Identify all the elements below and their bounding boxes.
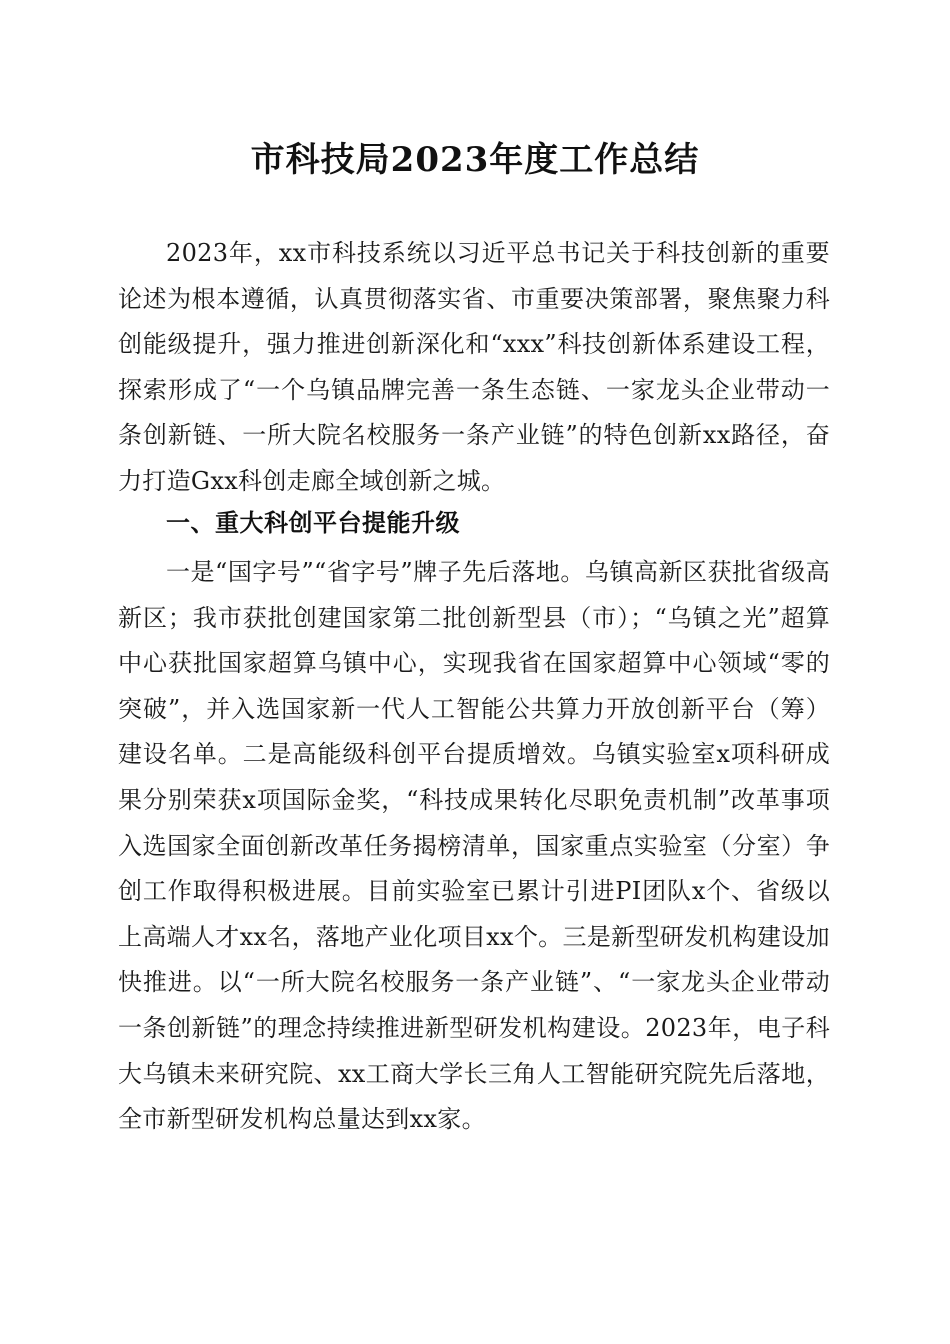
document-title: 市科技局2023年度工作总结 [250,140,700,180]
section-heading-1: 一、重大科创平台提能升级 [166,509,460,537]
intro-paragraph: 2023年，xx市科技系统以习近平总书记关于科技创新的重要论述为根本遵循，认真贯彻落实省、市重要决策部署，聚焦聚力科创能级提升，强力推进创新深化和“xxx”科技创新体系建设工程，探索形成了“一个乌镇品牌完善一条生态链、一家龙头企业带动一条创新链、一所大院名校服务一条产业链”的特色创新xx路径，奋力打造Gxx科创走廊全域创新之城。 [118,239,830,495]
section-1-paragraph: 一是“国字号”“省字号”牌子先后落地。乌镇高新区获批省级高新区；我市获批创建国家第二批创新型县（市）；“乌镇之光”超算中心获批国家超算乌镇中心，实现我省在国家超算中心领域“零的突破”，并入选国家新一代人工智能公共算力开放创新平台（筹）建设名单。二是高能级科创平台提质增效。乌镇实验室x项科研成果分别荣获x项国际金奖，“科技成果转化尽职免责机制”改革事项入选国家全面创新改革任务揭榜清单，国家重点实验室（分室）争创工作取得积极进展。目前实验室已累计引进PI团队x个、省级以上高端人才xx名，落地产业化项目xx个。三是新型研发机构建设加快推进。以“一所大院名校服务一条产业链”、“一家龙头企业带动一条创新链”的理念持续推进新型研发机构建设。2023年，电子科大乌镇未来研究院、xx工商大学长三角人工智能研究院先后落地，全市新型研发机构总量达到xx家。 [118,558,830,1134]
